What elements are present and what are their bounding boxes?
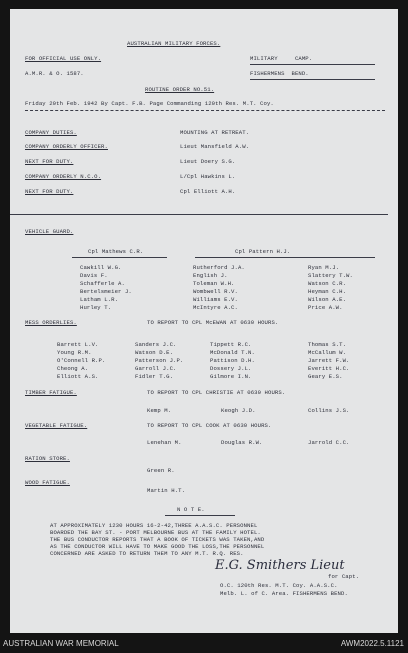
duty-value: MOUNTING AT RETREAT. [180, 129, 250, 136]
guard-name: English J. [193, 272, 228, 279]
note-line: THE BUS CONDUCTOR REPORTS THAT A BOOK OF TICKETS WAS TAKEN,AND [50, 536, 265, 543]
mess-name: Thomas S.T. [308, 341, 347, 348]
timber-fatigue-label: TIMBER FATIGUE. [25, 389, 77, 396]
mess-name: Garroll J.C. [135, 365, 177, 372]
wood-fatigue-name: Martin H.T. [147, 487, 186, 494]
mess-name: McCallum W. [308, 349, 347, 356]
note-heading-rule [165, 515, 235, 516]
mess-name: Geary E.S. [308, 373, 343, 380]
mess-orderlies-note: TO REPORT TO CPL McEWAN AT 0630 HOURS. [147, 319, 279, 326]
note-line: AT APPROXIMATELY 1230 HOURS 16-2-42,THREE A.A.S.C. PERSONNEL [50, 522, 258, 529]
guard-name: Price A.W. [308, 304, 343, 311]
mess-name: Cheong A. [57, 365, 89, 372]
vegetable-name: Douglas R.W. [221, 439, 263, 446]
duty-label: NEXT FOR DUTY. [25, 188, 74, 195]
vegetable-name: Jarrold C.C. [308, 439, 350, 446]
mess-name: Pattison D.H. [210, 357, 255, 364]
guard-col1-head: Cpl Mathews C.R. [88, 248, 144, 255]
guard-col2-head: Cpl Pattern H.J. [235, 248, 291, 255]
guard-name: Toleman W.H. [193, 280, 235, 287]
document-page [10, 9, 398, 633]
mess-name: O'Connell R.P. [57, 357, 106, 364]
duty-label: NEXT FOR DUTY. [25, 158, 74, 165]
vehicle-guard-label: VEHICLE GUARD. [25, 228, 74, 235]
guard-name: Bertelsmeier J. [80, 288, 132, 295]
mess-name: Dossery J.L. [210, 365, 252, 372]
location-underline [250, 79, 375, 80]
mess-name: Gilmore I.N. [210, 373, 252, 380]
mess-name: McDonald T.N. [210, 349, 255, 356]
guard-name: Slattery T.W. [308, 272, 353, 279]
header-separator [25, 110, 385, 111]
timber-fatigue-note: TO REPORT TO CPL CHRISTIE AT 0630 HOURS. [147, 389, 286, 396]
guard-name: Hurley T. [80, 304, 112, 311]
mess-name: Fidler T.G. [135, 373, 174, 380]
note-line: CONCERNED ARE ASKED TO RETURN THEM TO ANY M.T. R.Q. RES. [50, 550, 244, 557]
timber-name: Collins J.S. [308, 407, 350, 414]
order-date-line: Friday 20th Feb. 1942 By Capt. F.B. Page Commanding 120th Res. M.T. Coy. [25, 100, 274, 107]
wood-fatigue-label: WOOD FATIGUE. [25, 479, 70, 486]
reference-number: A.M.R. & O. 1587. [25, 70, 84, 77]
note-line: AS THE CONDUCTOR WILL HAVE TO MAKE GOOD THE LOSS,THE PERSONNEL [50, 543, 265, 550]
guard-col2-rule [195, 257, 375, 258]
note-heading: N O T E. [177, 506, 205, 513]
vegetable-name: Lenehan M. [147, 439, 182, 446]
signature-line1: O.C. 120th Res. M.T. Coy. A.A.S.C. [220, 582, 338, 589]
ration-store-label: RATION STORE. [25, 455, 70, 462]
section-separator [10, 214, 388, 215]
mess-name: Barrett L.V. [57, 341, 99, 348]
duty-label: COMPANY ORDERLY N.C.O. [25, 173, 102, 180]
mess-name: Patterson J.P. [135, 357, 184, 364]
guard-name: Cawkill W.G. [80, 264, 122, 271]
vegetable-fatigue-note: TO REPORT TO CPL COOK AT 0630 HOURS. [147, 422, 272, 429]
org-heading: AUSTRALIAN MILITARY FORCES. [127, 40, 221, 47]
guard-col1-rule [72, 257, 167, 258]
mess-name: Elliott A.S. [57, 373, 99, 380]
routine-order-title: ROUTINE ORDER NO.51. [145, 86, 215, 93]
ration-store-name: Green R. [147, 467, 175, 474]
guard-name: McIntyre A.C. [193, 304, 238, 311]
mess-name: Jarrett F.W. [308, 357, 350, 364]
guard-name: Wombwell R.V. [193, 288, 238, 295]
mess-orderlies-label: MESS ORDERLIES. [25, 319, 77, 326]
signature-line2: Melb. L. of C. Area. FISHERMENS BEND. [220, 590, 348, 597]
camp-location: FISHERMENS BEND. [250, 70, 309, 77]
guard-name: Davis F. [80, 272, 108, 279]
mess-name: Everitt H.C. [308, 365, 350, 372]
camp-underline [250, 64, 375, 65]
duty-value: Lieut Mansfield A.W. [180, 143, 250, 150]
note-line: BOARDED THE BAY ST. - PORT MELBOURNE BUS AT THE FAMILY HOTEL. [50, 529, 261, 536]
duty-value: L/Cpl Hawkins L. [180, 173, 236, 180]
timber-name: Keogh J.D. [221, 407, 256, 414]
guard-name: Heyman C.H. [308, 288, 347, 295]
duty-value: Cpl Elliott A.H. [180, 188, 236, 195]
mess-name: Young R.M. [57, 349, 92, 356]
footer-credit: AUSTRALIAN WAR MEMORIAL [3, 639, 119, 648]
guard-name: Wilson A.E. [308, 296, 347, 303]
guard-name: Schafferle A. [80, 280, 125, 287]
footer-catalog-id: AWM2022.5.1121 [340, 639, 404, 648]
mess-name: Sanders J.C. [135, 341, 177, 348]
mess-name: Watson D.E. [135, 349, 174, 356]
duty-value: Lieut Doery S.G. [180, 158, 236, 165]
military-camp-label: MILITARY CAMP. [250, 55, 313, 62]
duty-label: COMPANY DUTIES. [25, 129, 77, 136]
timber-name: Kemp M. [147, 407, 172, 414]
vegetable-fatigue-label: VEGETABLE FATIGUE. [25, 422, 88, 429]
guard-name: Williams E.V. [193, 296, 238, 303]
guard-name: Rutherford J.A. [193, 264, 245, 271]
mess-name: Tippett R.C. [210, 341, 252, 348]
signature-suffix: for Capt. [328, 573, 360, 580]
official-use-label: FOR OFFICIAL USE ONLY. [25, 55, 102, 62]
handwritten-signature: E.G. Smithers Lieut [215, 558, 345, 573]
guard-name: Watson C.R. [308, 280, 347, 287]
guard-name: Latham L.R. [80, 296, 119, 303]
archive-footer [0, 633, 408, 653]
duty-label: COMPANY ORDERLY OFFICER. [25, 143, 108, 150]
guard-name: Ryan M.J. [308, 264, 340, 271]
